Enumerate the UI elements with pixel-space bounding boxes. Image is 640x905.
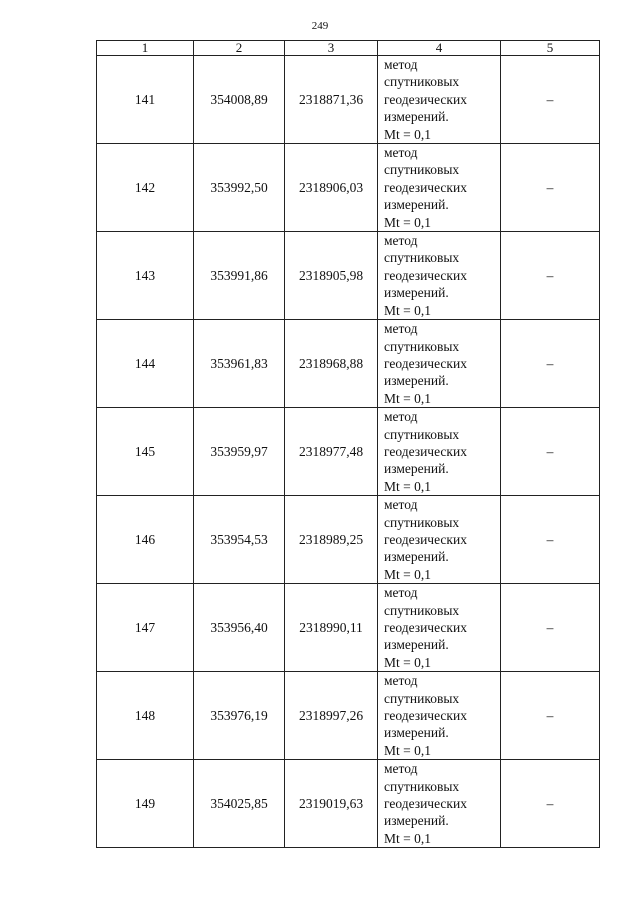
method-description-line: метод: [384, 233, 418, 249]
point-number-cell: 144: [97, 320, 194, 408]
note-cell: –: [501, 496, 600, 584]
note-cell: –: [501, 144, 600, 232]
method-description-line: метод: [384, 761, 418, 777]
method-description-cell: [378, 56, 501, 144]
method-description-line: измерений.: [384, 637, 449, 653]
method-description-cell: [378, 232, 501, 320]
method-description-cell: [378, 584, 501, 672]
header-col-4: 4: [378, 41, 501, 56]
point-number-cell: 143: [97, 232, 194, 320]
method-description-cell: [378, 320, 501, 408]
method-description-line: измерений.: [384, 109, 449, 125]
point-number-cell: 142: [97, 144, 194, 232]
coord-y-cell: 2318906,03: [285, 144, 378, 232]
note-cell: –: [501, 232, 600, 320]
table-row: [97, 496, 600, 584]
note-cell: –: [501, 56, 600, 144]
method-description-line: спутниковых: [384, 514, 460, 530]
method-description-line: метод: [384, 409, 418, 425]
method-description-line: спутниковых: [384, 690, 460, 706]
coord-y-cell: 2318977,48: [285, 408, 378, 496]
method-description-line: метод: [384, 585, 418, 601]
method-description-line: Mt = 0,1: [384, 566, 431, 582]
method-description-cell: [378, 672, 501, 760]
method-description-line: спутниковых: [384, 602, 460, 618]
table-row: [97, 320, 600, 408]
method-description-line: геодезических: [384, 531, 467, 547]
coord-y-cell: 2318997,26: [285, 672, 378, 760]
method-description-line: геодезических: [384, 620, 467, 635]
point-number-cell: 148: [97, 672, 194, 760]
method-description-cell: [378, 144, 501, 232]
method-description-line: геодезических: [384, 796, 467, 812]
table-row: [97, 584, 600, 672]
note-cell: –: [501, 584, 600, 672]
coord-y-cell: 2318989,25: [285, 496, 378, 584]
method-description-line: метод: [384, 145, 418, 161]
table-row: [97, 56, 600, 144]
method-description-line: измерений.: [384, 197, 449, 213]
coord-y-cell: 2319019,63: [285, 760, 378, 848]
table-row: [97, 408, 600, 496]
table-row: [97, 232, 600, 320]
note-cell: –: [501, 760, 600, 848]
method-description-line: измерений.: [384, 461, 449, 477]
point-number-cell: 147: [97, 584, 194, 672]
table-body: [97, 56, 600, 848]
method-description-line: геодезических: [384, 355, 467, 371]
coord-y-cell: 2318871,36: [285, 56, 378, 144]
method-description-line: спутниковых: [384, 74, 460, 90]
method-description-line: метод: [384, 673, 418, 689]
coord-y-cell: 2318968,88: [285, 320, 378, 408]
header-col-2: 2: [194, 41, 285, 56]
coordinates-table: [96, 40, 600, 848]
method-description-line: спутниковых: [384, 426, 460, 442]
page-number: 249: [311, 20, 329, 32]
method-description-line: Mt = 0,1: [384, 478, 431, 494]
coord-y-cell: 2318905,98: [285, 232, 378, 320]
coord-x-cell: 353991,86: [194, 232, 285, 320]
method-description-line: геодезических: [384, 443, 467, 459]
method-description-line: Mt = 0,1: [384, 126, 431, 142]
method-description-line: метод: [384, 321, 418, 337]
method-description-line: метод: [384, 57, 418, 72]
method-description-line: измерений.: [384, 813, 449, 829]
point-number-cell: 146: [97, 496, 194, 584]
coord-x-cell: 353954,53: [194, 496, 285, 584]
coord-x-cell: 353961,83: [194, 320, 285, 408]
coord-x-cell: 354008,89: [194, 56, 285, 144]
method-description-line: Mt = 0,1: [384, 302, 431, 318]
coord-x-cell: 353956,40: [194, 584, 285, 672]
method-description-line: измерений.: [384, 725, 449, 741]
table-row: [97, 760, 600, 848]
method-description-line: измерений.: [384, 285, 449, 301]
note-cell: –: [501, 408, 600, 496]
coord-y-cell: 2318990,11: [285, 584, 378, 672]
table-row: [97, 672, 600, 760]
header-col-1: 1: [97, 41, 194, 56]
method-description-line: спутниковых: [384, 778, 460, 794]
method-description-line: геодезических: [384, 179, 467, 195]
table-header-row: [97, 41, 600, 56]
coord-x-cell: 353976,19: [194, 672, 285, 760]
method-description-line: измерений.: [384, 373, 449, 389]
method-description-line: геодезических: [384, 91, 467, 107]
method-description-cell: [378, 760, 501, 848]
table-row: [97, 144, 600, 232]
header-col-5: 5: [501, 41, 600, 56]
note-cell: –: [501, 672, 600, 760]
method-description-cell: [378, 496, 501, 584]
method-description-cell: [378, 408, 501, 496]
coord-x-cell: 353992,50: [194, 144, 285, 232]
method-description-line: Mt = 0,1: [384, 654, 431, 670]
method-description-line: геодезических: [384, 267, 467, 283]
method-description-line: измерений.: [384, 549, 449, 565]
point-number-cell: 149: [97, 760, 194, 848]
method-description-line: спутниковых: [384, 162, 460, 178]
note-cell: –: [501, 320, 600, 408]
method-description-line: Mt = 0,1: [384, 830, 431, 846]
point-number-cell: 141: [97, 56, 194, 144]
coord-x-cell: 353959,97: [194, 408, 285, 496]
point-number-cell: 145: [97, 408, 194, 496]
method-description-line: спутниковых: [384, 338, 460, 354]
method-description-line: спутниковых: [384, 250, 460, 266]
header-col-3: 3: [285, 41, 378, 56]
method-description-line: метод: [384, 497, 418, 513]
coord-x-cell: 354025,85: [194, 760, 285, 848]
method-description-line: геодезических: [384, 708, 467, 724]
method-description-line: Mt = 0,1: [384, 742, 431, 758]
method-description-line: Mt = 0,1: [384, 390, 431, 406]
method-description-line: Mt = 0,1: [384, 214, 431, 230]
